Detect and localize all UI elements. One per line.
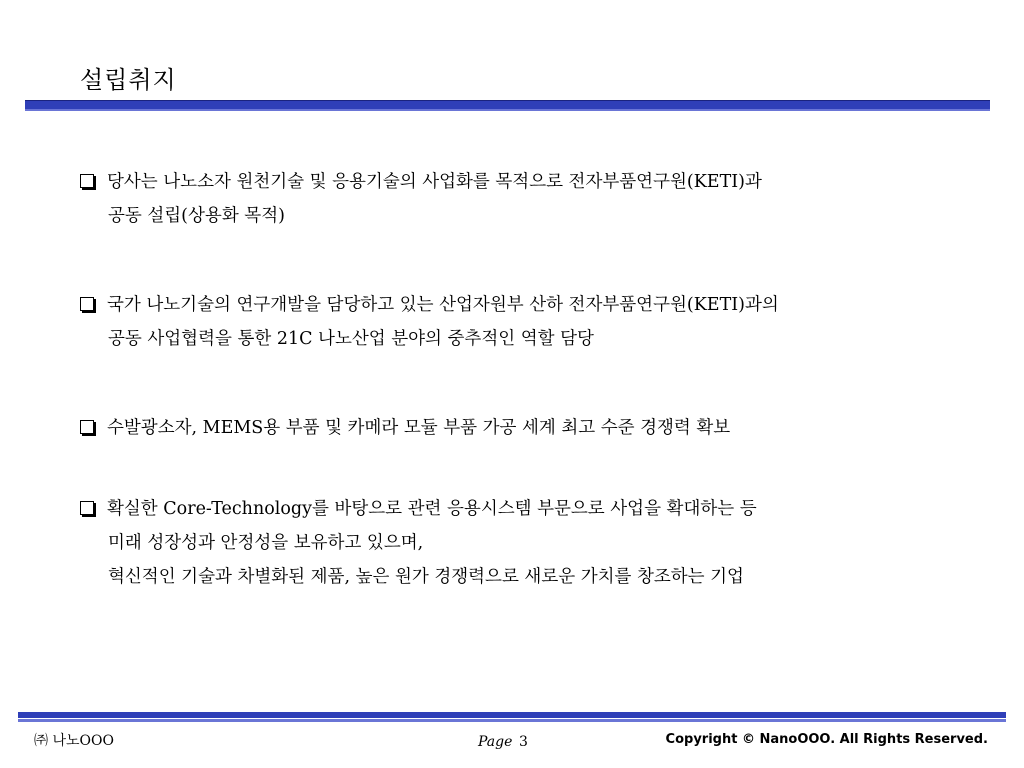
bullet-text: 수발광소자, MEMS용 부품 및 카메라 모듈 부품 가공 세계 최고 수준 경쟁력 확보 [107,418,731,438]
bullet-item [80,165,762,233]
checkbox-bullet-icon [80,174,94,188]
page-title: 설립취지 [80,66,177,94]
footer-divider [18,712,1006,718]
title-divider [25,100,990,111]
bullet-item [80,492,757,594]
bullet-text: 혁신적인 기술과 차별화된 제품, 높은 원가 경쟁력으로 새로운 가치를 창조하는 기업 [108,567,744,587]
footer-divider-accent [18,719,1006,722]
company-name: ㈜ 나노OOO [34,733,114,749]
bullet-text: 공동 설립(상용화 목적) [108,206,285,226]
bullet-text: 공동 사업협력을 통한 21C 나노산업 분야의 중추적인 역할 담당 [108,329,594,349]
checkbox-bullet-icon [80,297,94,311]
checkbox-bullet-icon [80,501,94,515]
bullet-text: 당사는 나노소자 원천기술 및 응용기술의 사업화를 목적으로 전자부품연구원(KETI)과 [107,172,762,192]
bullet-text: 미래 성장성과 안정성을 보유하고 있으며, [108,533,424,553]
bullet-text: 국가 나노기술의 연구개발을 담당하고 있는 산업자원부 산하 전자부품연구원(KETI)과의 [107,295,779,315]
page-label: Page [478,734,513,750]
page-number: 3 [519,734,528,750]
checkbox-bullet-icon [80,420,94,434]
bullet-item [80,411,730,445]
bullet-item [80,288,779,356]
bullet-text: 확실한 Core-Technology를 바탕으로 관련 응용시스템 부문으로 사업을 확대하는 등 [107,499,757,519]
copyright-notice: Copyright © NanoOOO. All Rights Reserved. [665,732,988,747]
